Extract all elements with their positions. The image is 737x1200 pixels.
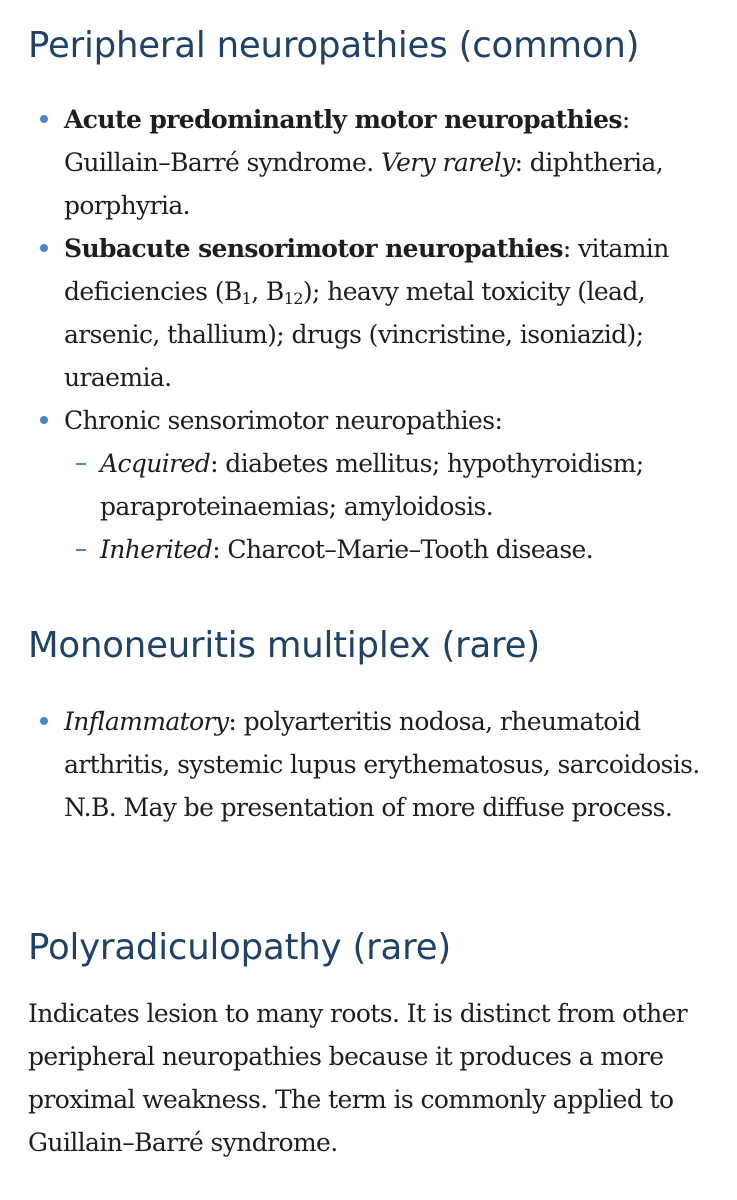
- dash-icon: [76, 549, 86, 551]
- polyradiculopathy-paragraph: Indicates lesion to many roots. It is distinct from other peripheral neuropathies because it produces a more proximal weakness. The term is commonly applied to Guillain–Barré syndrome.: [28, 999, 688, 1157]
- dash-icon: [76, 463, 86, 465]
- list-item-inflammatory: [28, 700, 728, 829]
- list-item-chronic-sensorimotor: [28, 399, 728, 571]
- peripheral-neuropathies-list: [28, 98, 728, 571]
- bullet-icon: [40, 244, 48, 252]
- subscript: 1: [241, 289, 252, 308]
- item-text: : Charcot–Marie–Tooth disease.: [212, 535, 594, 564]
- item-text: : diphtheria, porphyria.: [64, 148, 664, 220]
- item-text: Chronic sensorimotor neuropathies:: [64, 406, 503, 435]
- bullet-icon: [40, 717, 48, 725]
- heading-polyradiculopathy: Polyradiculopathy (rare): [28, 927, 451, 968]
- list-item-subacute-sensorimotor: [28, 227, 728, 399]
- chronic-sub-list: [64, 442, 728, 571]
- italic-term: Inflammatory: [64, 707, 229, 736]
- subscript: 12: [283, 289, 303, 308]
- sub-item-inherited: [64, 528, 728, 571]
- bullet-icon: [40, 115, 48, 123]
- sub-item-acquired: [64, 442, 728, 528]
- list-item-acute-motor: [28, 98, 728, 227]
- mononeuritis-list: [28, 700, 728, 829]
- term-acute-motor: Acute predominantly motor neuropathies: [64, 105, 622, 134]
- term-subacute-sensorimotor: Subacute sensorimotor neuropathies: [64, 234, 563, 263]
- heading-peripheral-neuropathies: Peripheral neuropathies (common): [28, 25, 640, 66]
- item-text: : vitamin deficiencies (B: [64, 234, 669, 306]
- colon-text: :: [621, 105, 630, 134]
- item-text: ); heavy metal toxicity (lead, arsenic, thallium); drugs (vincristine, isoniazid); uraemia.: [64, 277, 646, 392]
- item-text: , B: [251, 277, 284, 306]
- italic-term: Acquired: [100, 449, 211, 478]
- item-text: : polyarteritis nodosa, rheumatoid arthritis, systemic lupus erythematosus, sarcoidosis. N.B. May be presentation of more diffuse process.: [64, 707, 700, 822]
- item-text: : diabetes mellitus; hypothyroidism; paraproteinaemias; amyloidosis.: [100, 449, 644, 521]
- item-text: Guillain–Barré syndrome.: [64, 148, 381, 177]
- bullet-icon: [40, 416, 48, 424]
- italic-qualifier: Very rarely: [380, 148, 515, 177]
- heading-mononeuritis-multiplex: Mononeuritis multiplex (rare): [28, 625, 540, 666]
- italic-term: Inherited: [100, 535, 213, 564]
